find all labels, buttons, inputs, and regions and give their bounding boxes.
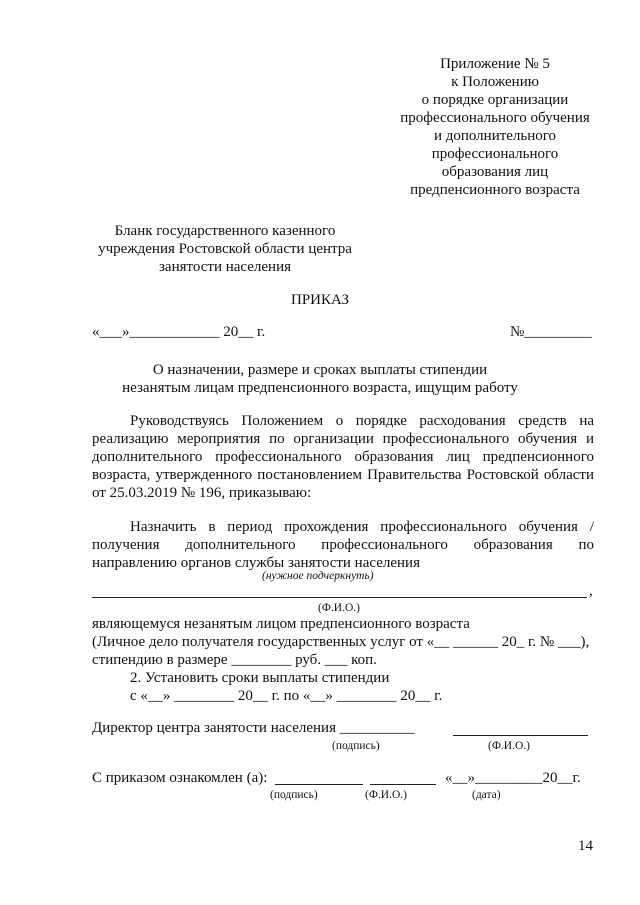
hint-caption: (нужное подчеркнуть) xyxy=(262,570,374,582)
letterhead-line: Бланк государственного казенного xyxy=(114,223,336,239)
clause2-line: с «__» ________ 20__ г. по «__» ________ 20__ г. xyxy=(130,688,443,704)
clause1-line: Назначить в период прохождения профессионального обучения / xyxy=(130,519,594,535)
appendix-line: о порядке организации xyxy=(421,92,569,108)
acquainted-date: «__»_________20__г. xyxy=(445,770,581,786)
fio-caption: (Ф.И.О.) xyxy=(318,602,360,614)
preamble-line: возраста, утвержденного постановлением Правительства Ростовской области xyxy=(92,467,594,483)
appendix-line: профессионального обучения xyxy=(400,110,590,126)
subject-line: О назначении, размере и сроках выплаты стипендии xyxy=(152,362,488,378)
preamble-line: реализацию мероприятия по организации профессионального обучения и xyxy=(92,431,594,447)
appendix-line: и дополнительного xyxy=(433,128,557,144)
director-signature-caption: (подпись) xyxy=(332,740,380,752)
appendix-line: предпенсионного возраста xyxy=(410,182,580,198)
acquainted-signature-line xyxy=(275,784,363,785)
appendix-line: образования лиц xyxy=(441,164,549,180)
fio-blank-line xyxy=(92,597,587,598)
preamble-line: дополнительного профессионального образования лиц предпенсионного xyxy=(92,449,594,465)
order-subject xyxy=(0,361,640,397)
order-number-line: №_________ xyxy=(510,324,592,340)
acquainted-date-caption: (дата) xyxy=(472,789,501,801)
appendix-block xyxy=(370,55,620,199)
clause1-line: получения дополнительного профессионального образования по xyxy=(92,537,594,553)
letterhead-block xyxy=(80,222,370,276)
appendix-line: профессионального xyxy=(431,146,559,162)
order-date-line: «___»____________ 20__ г. xyxy=(92,324,266,340)
clause1-line: стипендию в размере ________ руб. ___ коп. xyxy=(92,652,377,668)
letterhead-line: занятости населения xyxy=(158,259,291,275)
preamble-paragraph xyxy=(92,412,594,502)
appendix-line: Приложение № 5 xyxy=(440,56,550,72)
director-fio-caption: (Ф.И.О.) xyxy=(488,740,530,752)
director-fio-line xyxy=(453,735,588,736)
preamble-line: Руководствуясь Положением о порядке расходования средств на xyxy=(130,413,594,429)
clause1-paragraph xyxy=(92,518,594,572)
order-title: ПРИКАЗ xyxy=(291,292,349,308)
appendix-line: к Положению xyxy=(451,74,539,90)
clause1-line: направлению органов службы занятости населения xyxy=(92,555,420,571)
clause1-line: являющемуся незанятым лицом предпенсионного возраста xyxy=(92,616,470,632)
clause1-line: (Личное дело получателя государственных услуг от «__ ______ 20_ г. № ___), xyxy=(92,634,590,650)
letterhead-line: учреждения Ростовской области центра xyxy=(98,241,352,257)
subject-line: незанятым лицам предпенсионного возраста, ищущим работу xyxy=(122,380,518,396)
acquainted-fio-line xyxy=(370,784,436,785)
acquainted-fio-caption: (Ф.И.О.) xyxy=(365,789,407,801)
acquainted-label: С приказом ознакомлен (а): xyxy=(92,770,268,786)
clause2-line: 2. Установить сроки выплаты стипендии xyxy=(130,670,390,686)
preamble-line: от 25.03.2019 № 196, приказываю: xyxy=(92,485,312,501)
fio-comma: , xyxy=(589,583,593,599)
page-number: 14 xyxy=(578,838,593,854)
director-label: Директор центра занятости населения __________ xyxy=(92,720,415,736)
acquainted-signature-caption: (подпись) xyxy=(270,789,318,801)
